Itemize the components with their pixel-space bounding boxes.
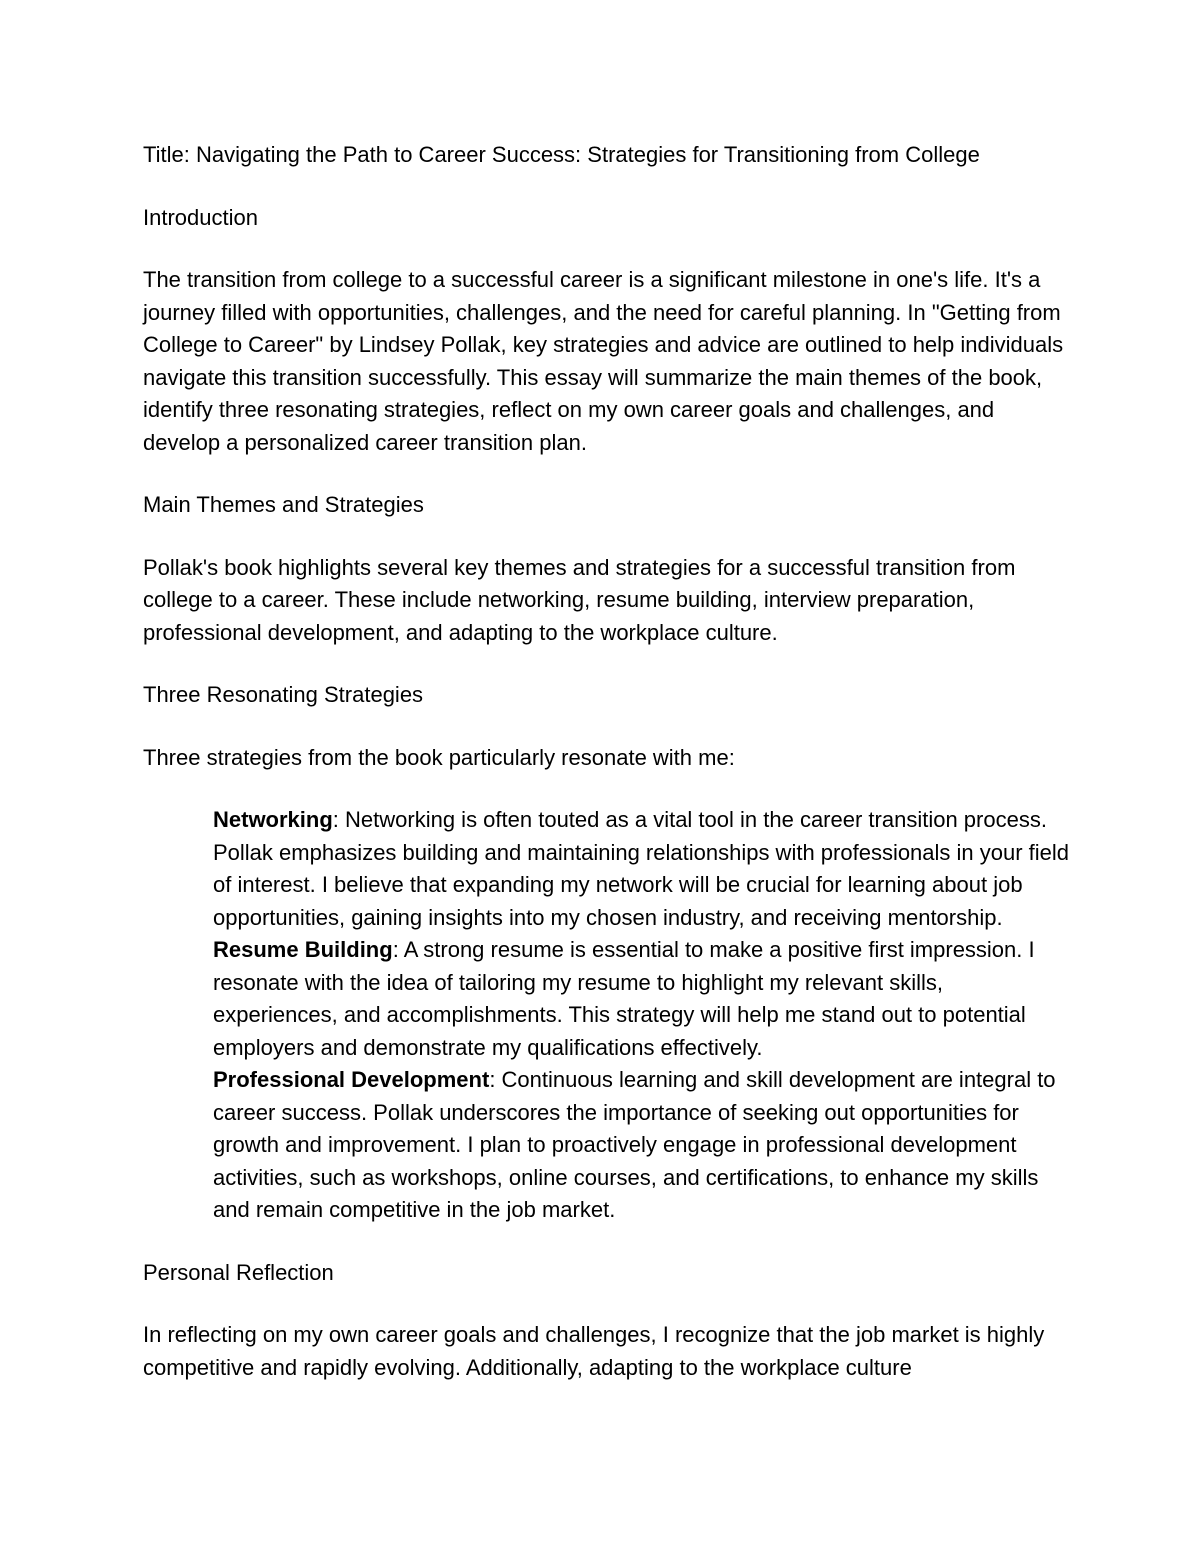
three-strategies-heading: Three Resonating Strategies [143, 682, 424, 707]
strategy-description: : A strong resume is essential to make a positive first impression. I resonate with the idea of tailoring my resume to highlight my relevant skills, experiences, and accomplishments. This strategy will help me stand out to potential employers and demonstrate my qualifications effectively. [213, 937, 1035, 1060]
main-themes-heading: Main Themes and Strategies [143, 492, 424, 517]
strategy-description: : Networking is often touted as a vital tool in the career transition process. Pollak emphasizes building and maintaining relationships with professionals in your field of interest. I believe that expanding my network will be crucial for learning about job opportunities, gaining insights into my chosen industry, and receiving mentorship. [213, 807, 1070, 930]
strategy-term: Resume Building [213, 937, 393, 962]
strategy-item-professional-development [213, 1064, 1073, 1227]
document-content [143, 139, 1073, 1414]
strategy-term: Professional Development [213, 1067, 490, 1092]
personal-reflection-heading: Personal Reflection [143, 1259, 334, 1285]
personal-reflection-paragraph: In reflecting on my own career goals and challenges, I recognize that the job market is highly competitive and rapidly evolving. Additionally, adapting to the workplace culture [143, 1322, 1045, 1380]
document-title: Title: Navigating the Path to Career Success: Strategies for Transitioning from College [143, 142, 980, 167]
three-strategies-intro: Three strategies from the book particularly resonate with me: [143, 744, 735, 770]
introduction-paragraph: The transition from college to a successful career is a significant milestone in one's life. It's a journey filled with opportunities, challenges, and the need for careful planning. In "Getting from College to Career" by Lindsey Pollak, key strategies and advice are outlined to help individuals navigate this transition successfully. This essay will summarize the main themes of the book, identify three resonating strategies, reflect on my own career goals and challenges, and develop a personalized career transition plan. [143, 267, 1064, 455]
strategy-term: Networking [213, 807, 333, 832]
strategies-list [143, 804, 1073, 1227]
strategy-item-resume-building [213, 934, 1073, 1064]
strategy-item-networking [213, 804, 1073, 934]
introduction-heading: Introduction [143, 204, 258, 230]
strategy-description: : Continuous learning and skill development are integral to career success. Pollak underscores the importance of seeking out opportunities for growth and improvement. I plan to proactively engage in professional development activities, such as workshops, online courses, and certifications, to enhance my skills and remain competitive in the job market. [213, 1067, 1056, 1222]
main-themes-paragraph: Pollak's book highlights several key themes and strategies for a successful transition from college to a career. These include networking, resume building, interview preparation, professional development, and adapting to the workplace culture. [143, 554, 1016, 645]
